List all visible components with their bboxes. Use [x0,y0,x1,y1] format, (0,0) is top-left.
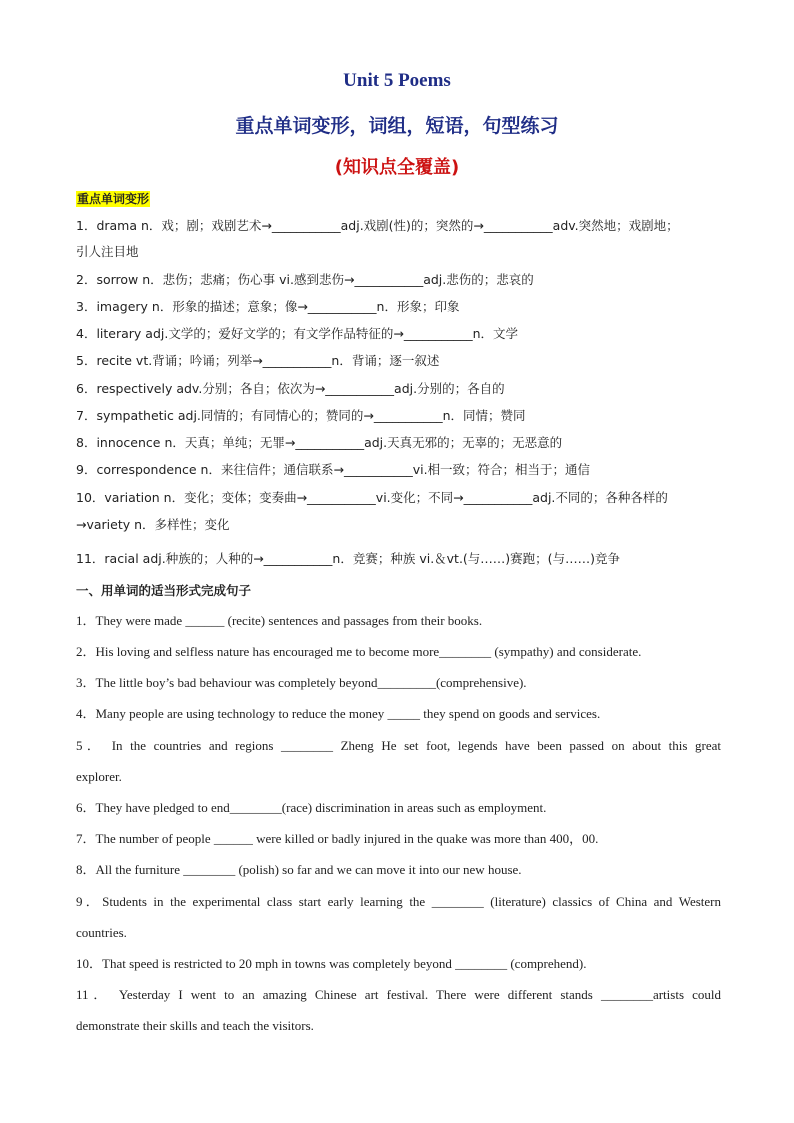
vocab-line: 2．sorrow n．悲伤；悲痛；伤心事 vi.感到悲伤→___________adj.悲伤的；悲哀的 [76,272,534,287]
vocab-line: 3．imagery n．形象的描述；意象；像→___________n．形象；印象 [76,299,460,314]
page-title: Unit 5 Poems [343,70,451,91]
exercise-line: 2．His loving and selfless nature has encouraged me to become more________ (sympathy) and considerate. [76,644,642,659]
vocab-line: 引人注目地 [76,244,139,259]
vocab-line: 7．sympathetic adj.同情的；有同情心的；赞同的→___________n．同情；赞同 [76,408,526,423]
exercise-line: demonstrate their skills and teach the visitors. [76,1018,314,1033]
vocab-line: 5．recite vt.背诵；吟诵；列举→___________n．背诵；逐一叙述 [76,353,440,368]
vocab-line: 8．innocence n．天真；单纯；无罪→___________adj.天真无邪的；无辜的；无恶意的 [76,435,563,450]
exercise-heading: 一、用单词的适当形式完成句子 [76,583,252,598]
coverage-note: (知识点全覆盖) [334,157,460,178]
exercise-line: 7．The number of people ______ were killed or badly injured in the quake was more than 400，00. [76,831,599,846]
exercise-line: 8．All the furniture ________ (polish) so far and we can move it into our new house. [76,862,522,877]
exercise-line: 5． In the countries and regions ________ Zheng He set foot, legends have been passed on about this great [76,738,721,753]
vocab-line: 1．drama n．戏；剧；戏剧艺术→___________adj.戏剧(性)的；突然的→___________adv.突然地；戏剧地； [76,218,679,233]
exercise-line: 11． Yesterday I went to an amazing Chinese art festival. There were different stands ________artists could [76,987,721,1002]
vocab-line: 9．correspondence n．来往信件；通信联系→___________vi.相一致；符合；相当于；通信 [76,462,591,477]
exercise-line: 1．They were made ______ (recite) sentences and passages from their books. [76,613,483,628]
vocab-line: 4．literary adj.文学的；爱好文学的；有文学作品特征的→___________n．文学 [76,326,518,341]
exercise-line: 9．Students in the experimental class start early learning the ________ (literature) classics of China and Western [76,894,721,909]
vocab-line: 10．variation n．变化；变体；变奏曲→___________vi.变化；不同→___________adj.不同的；各种各样的 [76,490,668,505]
exercise-line: 6．They have pledged to end________(race) discrimination in areas such as employment. [76,800,547,815]
exercise-line: 3．The little boy’s bad behaviour was completely beyond_________(comprehensive). [76,675,527,690]
vocab-line: 6．respectively adv.分别；各自；依次为→___________adj.分别的；各自的 [76,381,505,396]
vocab-line: →variety n．多样性；变化 [76,517,230,532]
vocab-line: 11．racial adj.种族的；人种的→___________n．竞赛；种族 vi.＆vt.(与……)赛跑；(与……)竞争 [76,551,620,566]
exercise-line: 10．That speed is restricted to 20 mph in towns was completely beyond ________ (comprehend). [76,956,587,971]
vocab-section-label: 重点单词变形 [77,192,150,206]
exercise-line: countries. [76,925,127,940]
page-subtitle: 重点单词变形，词组，短语，句型练习 [235,115,559,137]
exercise-line: explorer. [76,769,122,784]
exercise-line: 4．Many people are using technology to reduce the money _____ they spend on goods and services. [76,706,601,721]
